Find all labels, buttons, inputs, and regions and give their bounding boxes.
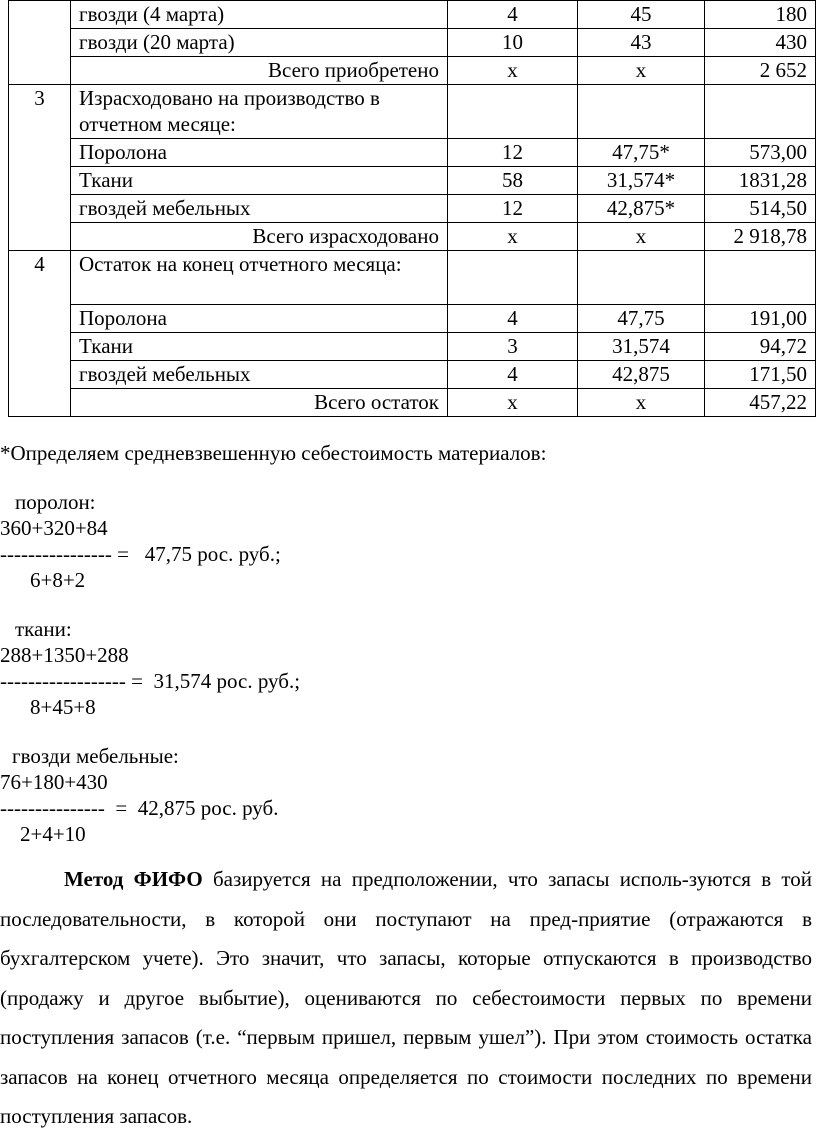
row-quantity: 4	[448, 1, 578, 29]
row-name: Поролона	[71, 139, 448, 167]
porolon-result: ---------------- = 47,75 рос. руб.;	[0, 542, 281, 566]
table-row	[9, 251, 816, 305]
fifo-text: базируется на предположении, что запасы исполь-зуются в той последовательности, в которой они поступают на пред-приятие (отражаются в бухгалтерском учете). Это значит, что запасы, которые отпускаются в производство (продажу и другое выбытие), оцениваются по себестоимости первых по времени поступления запасов (т.е. “первым пришел, первым ушел”). При этом стоимость остатка запасов на конец отчетного месяца определяется по стоимости последних по времени поступления запасов.	[0, 867, 813, 1128]
table-row	[9, 361, 816, 389]
row-quantity	[448, 251, 578, 305]
row-quantity	[448, 85, 578, 139]
porolon-numerator: 360+320+84	[0, 516, 108, 540]
row-name: Ткани	[71, 167, 448, 195]
row-price: х	[578, 389, 705, 417]
table-row	[9, 223, 816, 251]
row-index: 3	[9, 85, 71, 251]
row-sum: 171,50	[705, 361, 816, 389]
row-quantity: 4	[448, 361, 578, 389]
gvozdi-result: --------------- = 42,875 рос. руб.	[0, 796, 279, 820]
row-sum: 2 652	[705, 57, 816, 85]
row-sum	[705, 251, 816, 305]
row-index	[9, 1, 71, 85]
row-name: гвозди (4 марта)	[71, 1, 448, 29]
table-row	[9, 1, 816, 29]
row-name: гвоздей мебельных	[71, 361, 448, 389]
row-sum: 514,50	[705, 195, 816, 223]
row-name: гвоздей мебельных	[71, 195, 448, 223]
table-row	[9, 305, 816, 333]
row-quantity: 3	[448, 333, 578, 361]
row-price: х	[578, 57, 705, 85]
table-row	[9, 167, 816, 195]
row-sum: 94,72	[705, 333, 816, 361]
row-price: 42,875	[578, 361, 705, 389]
row-price	[578, 251, 705, 305]
gvozdi-label: гвозди мебельные:	[12, 744, 179, 768]
row-sum	[705, 85, 816, 139]
row-name: Остаток на конец отчетного месяца:	[71, 251, 448, 305]
row-name: Израсходовано на производство в отчетном месяце:	[71, 85, 448, 139]
row-price: 31,574	[578, 333, 705, 361]
row-sum: 573,00	[705, 139, 816, 167]
row-price: 45	[578, 1, 705, 29]
row-index: 4	[9, 251, 71, 417]
row-quantity: 58	[448, 167, 578, 195]
row-quantity: 12	[448, 139, 578, 167]
porolon-denominator: 6+8+2	[30, 568, 86, 592]
tkani-label: ткани:	[15, 617, 72, 641]
row-sum: 457,22	[705, 389, 816, 417]
row-name: Ткани	[71, 333, 448, 361]
row-quantity: х	[448, 57, 578, 85]
row-name: Всего остаток	[71, 389, 448, 417]
row-price: 42,875*	[578, 195, 705, 223]
row-price: 43	[578, 29, 705, 57]
row-quantity: х	[448, 223, 578, 251]
row-price: 47,75*	[578, 139, 705, 167]
porolon-label: поролон:	[15, 490, 96, 514]
table-row	[9, 57, 816, 85]
row-sum: 180	[705, 1, 816, 29]
table-row	[9, 85, 816, 139]
fifo-title: Метод ФИФО	[64, 867, 203, 891]
row-price: 31,574*	[578, 167, 705, 195]
row-sum: 2 918,78	[705, 223, 816, 251]
gvozdi-denominator: 2+4+10	[20, 822, 86, 846]
row-price	[578, 85, 705, 139]
row-sum: 191,00	[705, 305, 816, 333]
table-row	[9, 29, 816, 57]
inventory-table	[8, 0, 816, 417]
row-sum: 1831,28	[705, 167, 816, 195]
row-quantity: 4	[448, 305, 578, 333]
row-price: 47,75	[578, 305, 705, 333]
row-name: Поролона	[71, 305, 448, 333]
row-sum: 430	[705, 29, 816, 57]
row-price: х	[578, 223, 705, 251]
table-row	[9, 139, 816, 167]
table-row	[9, 195, 816, 223]
fifo-paragraph	[0, 860, 812, 1137]
row-name: Всего израсходовано	[71, 223, 448, 251]
tkani-denominator: 8+45+8	[30, 695, 96, 719]
tkani-numerator: 288+1350+288	[0, 643, 129, 667]
notes-intro: *Определяем средневзвешенную себестоимость материалов:	[0, 441, 547, 465]
row-quantity: х	[448, 389, 578, 417]
row-name: Всего приобретено	[71, 57, 448, 85]
row-quantity: 10	[448, 29, 578, 57]
table-row	[9, 389, 816, 417]
tkani-result: ------------------ = 31,574 рос. руб.;	[0, 669, 301, 693]
gvozdi-numerator: 76+180+430	[0, 770, 108, 794]
row-name: гвозди (20 марта)	[71, 29, 448, 57]
row-quantity: 12	[448, 195, 578, 223]
table-row	[9, 333, 816, 361]
